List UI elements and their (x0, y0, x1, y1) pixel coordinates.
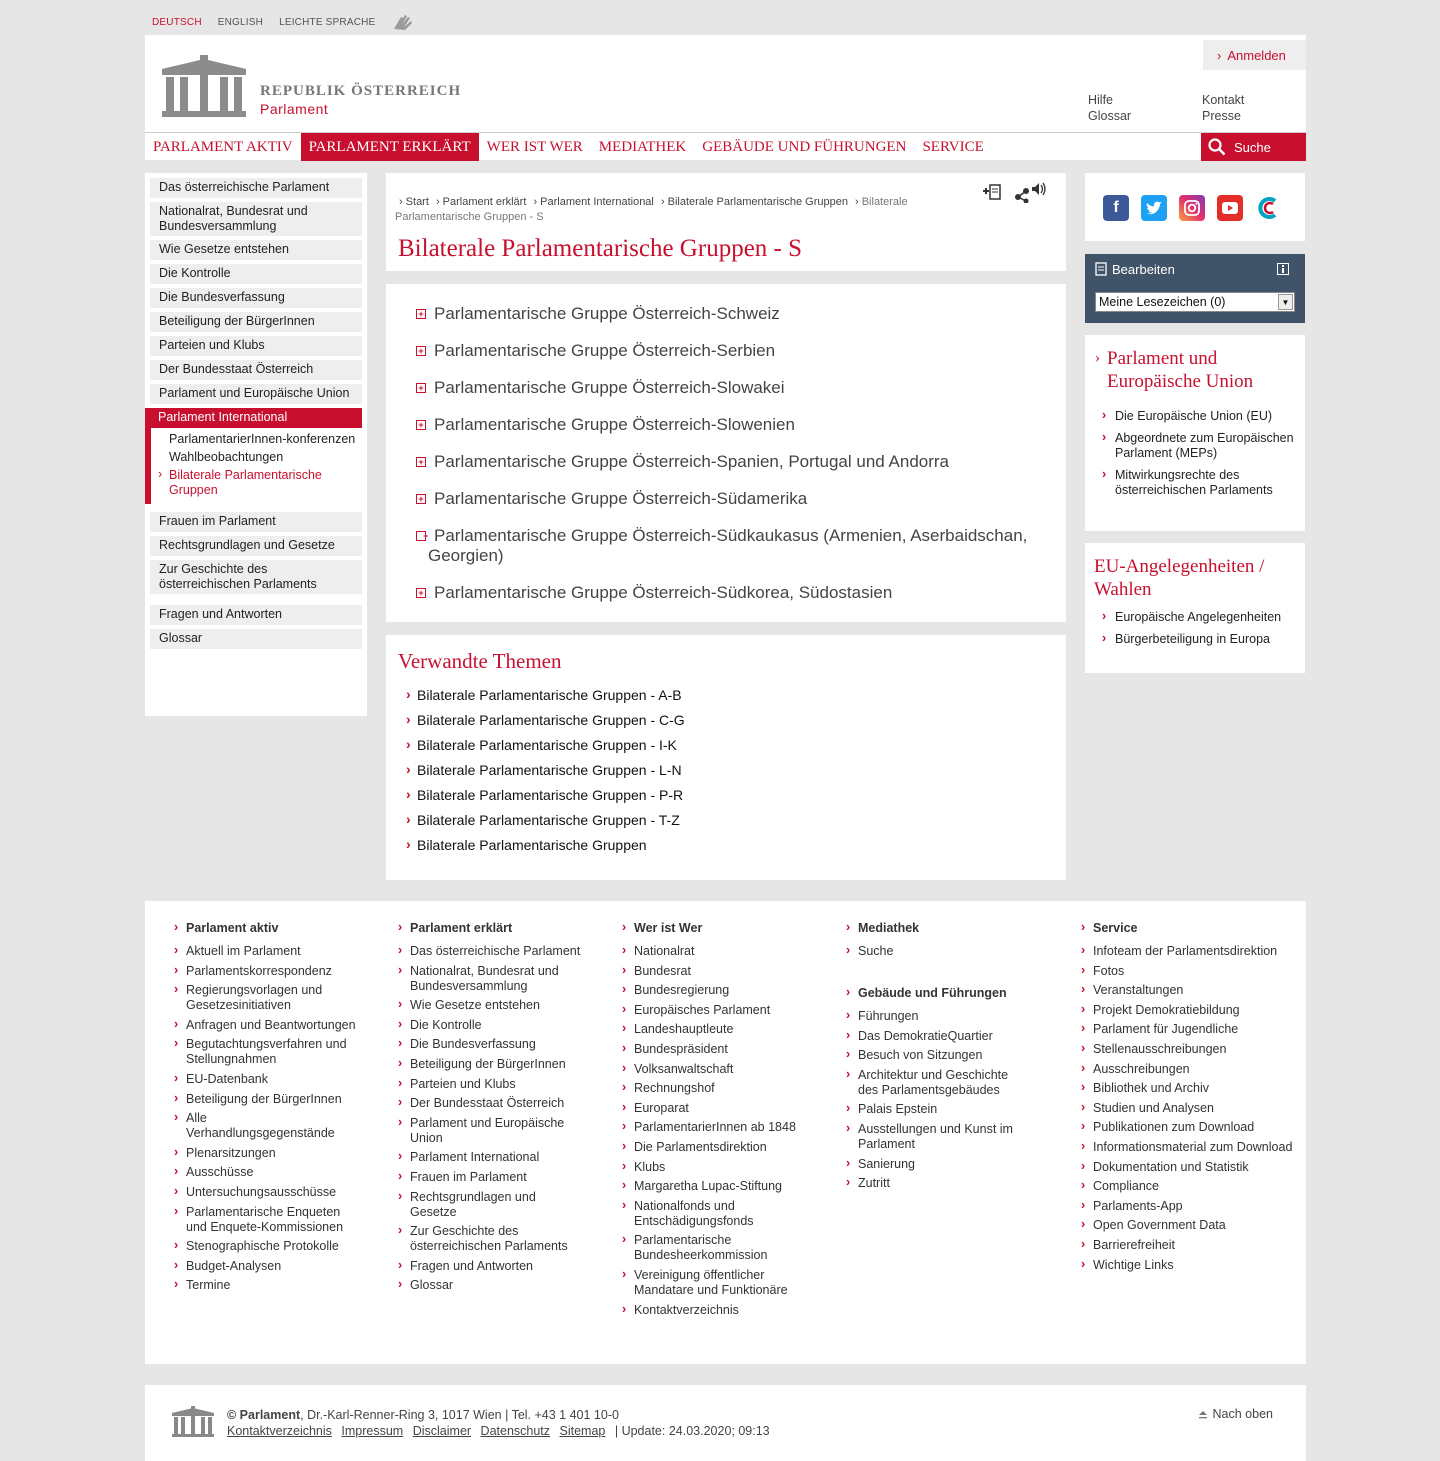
sitemap-link[interactable]: › Fragen und Antworten (398, 1259, 583, 1274)
breadcrumb-item[interactable]: Parlament International (540, 196, 654, 208)
expand-plus-icon[interactable]: + (416, 383, 426, 393)
sitemap-link[interactable]: › Bundesregierung (622, 983, 797, 998)
sitemap-heading[interactable]: › Service (1081, 921, 1301, 936)
info-icon[interactable] (1277, 263, 1289, 275)
page-title: Bilaterale Parlamentarische Gruppen - S (398, 235, 803, 262)
share-audio-icon[interactable] (1014, 181, 1048, 203)
sitemap-link[interactable]: › Der Bundesstaat Österreich (398, 1096, 583, 1111)
sitemap-col-service (1081, 921, 1301, 1277)
related-link[interactable]: › Bilaterale Parlamentarische Gruppen - P-R (406, 785, 685, 805)
sitemap-col-wer-ist-wer (622, 921, 797, 1322)
eu-affairs-link[interactable]: › Bürgerbeteiligung in Europa (1102, 632, 1295, 647)
sidebar-subitem[interactable]: Wahlbeobachtungen (169, 450, 284, 464)
sidebar-item[interactable]: Parlament und Europäische Union (150, 384, 362, 404)
sitemap-link[interactable]: › Die Bundesverfassung (398, 1037, 583, 1052)
sitemap-link[interactable]: › Veranstaltungen (1081, 983, 1301, 998)
sitemap-link[interactable]: › Beteiligung der BürgerInnen (174, 1092, 359, 1107)
eu-link[interactable]: › Abgeordnete zum Europäischen Parlament (MEPs) (1102, 431, 1295, 461)
lang-english[interactable]: ENGLISH (217, 16, 264, 28)
sitemap-link[interactable]: › Klubs (622, 1160, 797, 1175)
bookmark-panel (1085, 254, 1305, 323)
twitter-icon[interactable] (1141, 195, 1167, 221)
parliament-building-icon (160, 55, 248, 118)
sitemap-link[interactable]: › Termine (174, 1278, 359, 1293)
sitemap-link[interactable]: › Bibliothek und Archiv (1081, 1081, 1301, 1096)
sitemap-link[interactable]: › Aktuell im Parlament (174, 944, 359, 959)
sitemap-link[interactable]: › Stenographische Protokolle (174, 1239, 359, 1254)
sitemap-link[interactable]: › Beteiligung der BürgerInnen (398, 1057, 583, 1072)
eu-link[interactable]: › Die Europäische Union (EU) (1102, 409, 1295, 424)
sitemap-link[interactable]: › Parlament für Jugendliche (1081, 1022, 1301, 1037)
nav-wer-ist-wer[interactable]: WER IST WER (486, 139, 583, 155)
expand-plus-icon[interactable]: + (416, 531, 426, 541)
breadcrumb-item[interactable]: Start (405, 196, 429, 208)
lang-deutsch[interactable]: DEUTSCH (152, 16, 202, 28)
eu-affairs-box (1085, 543, 1305, 673)
sidebar-item[interactable]: Wie Gesetze entstehen (150, 240, 362, 260)
footer-link[interactable]: Datenschutz (480, 1424, 551, 1438)
sitemap-link[interactable]: › Begutachtungsverfahren und Stellungnahmen (174, 1037, 359, 1067)
sitemap-link[interactable]: › ParlamentarierInnen ab 1848 (622, 1120, 797, 1135)
list-item[interactable]: + Parlamentarische Gruppe Österreich-Südamerika (414, 489, 1044, 509)
sidebar-item[interactable]: Rechtsgrundlagen und Gesetze (150, 536, 362, 556)
glossary-link[interactable]: Glossar (1088, 109, 1132, 123)
nav-gebaeude[interactable]: GEBÄUDE UND FÜHRUNGEN (702, 139, 907, 155)
sitemap-link[interactable]: › Parlament und Europäische Union (398, 1116, 583, 1146)
sitemap-link[interactable]: › Open Government Data (1081, 1218, 1301, 1233)
eu-box-title[interactable]: › Parlament und Europäische Union (1095, 348, 1254, 392)
breadcrumb: › Start › Parlament erklärt › Parlament International › Bilaterale Parlamentarische Gruppen › Bilaterale Parlamentarische Gruppen - S (395, 196, 908, 223)
sitemap-link[interactable]: › Zutritt (846, 1176, 1026, 1191)
expand-plus-icon[interactable]: + (416, 346, 426, 356)
sitemap-link[interactable]: › Plenarsitzungen (174, 1146, 359, 1161)
eu-affairs-link[interactable]: › Europäische Angelegenheiten (1102, 610, 1295, 625)
related-link[interactable]: › Bilaterale Parlamentarische Gruppen - T-Z (406, 810, 685, 830)
footer-link[interactable]: Kontaktverzeichnis (227, 1424, 332, 1438)
eu-link[interactable]: › Mitwirkungsrechte des österreichischen Parlaments (1102, 468, 1295, 498)
language-bar (152, 12, 415, 32)
list-item[interactable]: + Parlamentarische Gruppe Österreich-Slowenien (414, 415, 1044, 435)
youtube-icon[interactable] (1217, 195, 1243, 221)
related-link[interactable]: › Bilaterale Parlamentarische Gruppen - A-B (406, 685, 685, 705)
sitemap-link[interactable]: › Vereinigung öffentlicher Mandatare und Funktionäre (622, 1268, 797, 1298)
sitemap-link[interactable]: › Parlamentskorrespondenz (174, 964, 359, 979)
sitemap-link[interactable]: › Kontaktverzeichnis (622, 1303, 797, 1318)
footer-link[interactable]: Impressum (341, 1424, 404, 1438)
sitemap-link[interactable]: › Ausschüsse (174, 1165, 359, 1180)
bookmark-select[interactable]: Meine Lesezeichen (0) ▼ (1095, 292, 1295, 312)
back-to-top[interactable]: Nach oben (1197, 1407, 1273, 1421)
sitemap-link[interactable]: › Margaretha Lupac-Stiftung (622, 1179, 797, 1194)
sitemap-heading[interactable]: › Parlament aktiv (174, 921, 359, 936)
nav-mediathek[interactable]: MEDIATHEK (598, 139, 687, 155)
sitemap-link[interactable]: › Das österreichische Parlament (398, 944, 583, 959)
sitemap-link[interactable]: › Bundesrat (622, 964, 797, 979)
bottom-footer (145, 1385, 1306, 1461)
parliament-logo[interactable] (160, 55, 461, 118)
title-box (386, 173, 1066, 271)
sitemap-link[interactable]: › Ausschreibungen (1081, 1062, 1301, 1077)
page-tools (982, 181, 1048, 203)
facebook-icon[interactable]: f (1103, 195, 1129, 221)
document-edit-icon (1095, 262, 1107, 276)
expand-plus-icon[interactable]: + (416, 457, 426, 467)
sitemap-link[interactable]: › Suche (846, 944, 1026, 959)
sidebar-item[interactable]: Fragen und Antworten (150, 605, 362, 625)
sidebar-subnav (145, 428, 367, 504)
sitemap-link[interactable]: › Barrierefreiheit (1081, 1238, 1301, 1253)
related-title: Verwandte Themen (398, 649, 562, 673)
chevron-right-icon: › (1217, 47, 1222, 63)
footer-link[interactable]: Sitemap (559, 1424, 606, 1438)
press-link[interactable]: Presse (1202, 109, 1241, 123)
sitemap-link[interactable]: › Parlamentarische Bundesheerkommission (622, 1233, 797, 1263)
social-box (1085, 173, 1305, 241)
sitemap-link[interactable]: › Parlament International (398, 1150, 583, 1165)
sitemap-link[interactable]: › Studien und Analysen (1081, 1101, 1301, 1116)
sitemap-link[interactable]: › Regierungsvorlagen und Gesetzesinitiativen (174, 983, 359, 1013)
help-link[interactable]: Hilfe (1088, 93, 1114, 107)
sitemap-link[interactable]: › Die Parlamentsdirektion (622, 1140, 797, 1155)
nav-parlament-aktiv[interactable]: PARLAMENT AKTIV (153, 139, 293, 155)
sitemap-link[interactable]: › Alle Verhandlungsgegenstände (174, 1111, 359, 1141)
expand-plus-icon[interactable]: + (416, 420, 426, 430)
sidebar-item[interactable]: Nationalrat, Bundesrat und Bundesversammlung (150, 202, 362, 236)
sitemap-link[interactable]: › Parlamentarische Enqueten und Enquete-Kommissionen (174, 1205, 359, 1235)
sitemap-col-parlament-erklaert (398, 921, 583, 1298)
sidebar-item[interactable]: Glossar (150, 629, 362, 649)
related-link[interactable]: › Bilaterale Parlamentarische Gruppen - I-K (406, 735, 685, 755)
related-topics-box (386, 635, 1066, 880)
list-item[interactable]: + Parlamentarische Gruppe Österreich-Schweiz (414, 304, 1044, 324)
breadcrumb-item[interactable]: Bilaterale Parlamentarische Gruppen (667, 196, 848, 208)
sitemap-link[interactable]: › Sanierung (846, 1157, 1026, 1172)
sitemap-link[interactable]: › Fotos (1081, 964, 1301, 979)
sidebar-item[interactable]: Die Bundesverfassung (150, 288, 362, 308)
contact-link[interactable]: Kontakt (1202, 93, 1245, 107)
sitemap-link[interactable]: › Stellenausschreibungen (1081, 1042, 1301, 1057)
sitemap-link[interactable]: › Rechnungshof (622, 1081, 797, 1096)
related-link[interactable]: › Bilaterale Parlamentarische Gruppen - L-N (406, 760, 685, 780)
arrow-up-icon (1197, 1408, 1209, 1420)
sidebar-item[interactable]: Das österreichische Parlament (150, 178, 362, 198)
sitemap-link[interactable]: › Volksanwaltschaft (622, 1062, 797, 1077)
dropdown-arrow-icon: ▼ (1278, 294, 1293, 310)
sitemap-link[interactable]: › Ausstellungen und Kunst im Parlament (846, 1122, 1026, 1152)
sitemap-link[interactable]: › Nationalrat (622, 944, 797, 959)
lang-easy[interactable]: LEICHTE SPRACHE (279, 16, 376, 28)
footer-address: , Dr.-Karl-Renner-Ring 3, 1017 Wien | Tel. +43 1 401 10-0 (300, 1408, 619, 1422)
sitemap-link[interactable]: › Wichtige Links (1081, 1258, 1301, 1273)
sitemap-link[interactable]: › Das DemokratieQuartier (846, 1029, 1026, 1044)
list-item[interactable]: + Parlamentarische Gruppe Österreich-Serbien (414, 341, 1044, 361)
sitemap-link[interactable]: › Europarat (622, 1101, 797, 1116)
sitemap-col-parlament-aktiv (174, 921, 359, 1298)
logo-subtitle: Parlament (260, 101, 329, 117)
list-item[interactable]: + Parlamentarische Gruppe Österreich-Slowakei (414, 378, 1044, 398)
sitemap-link[interactable]: › Parlaments-App (1081, 1199, 1301, 1214)
login-button[interactable]: › Anmelden (1203, 40, 1306, 70)
sitemap-link[interactable]: › Nationalrat, Bundesrat und Bundesversammlung (398, 964, 583, 994)
sitemap-link[interactable]: › Rechtsgrundlagen und Gesetze (398, 1190, 583, 1220)
sitemap-link[interactable]: › Landeshauptleute (622, 1022, 797, 1037)
sidebar-item-active[interactable]: Parlament International (145, 408, 362, 428)
instagram-icon[interactable] (1179, 195, 1205, 221)
sitemap-link[interactable]: › Publikationen zum Download (1081, 1120, 1301, 1135)
sitemap-link[interactable]: › Zur Geschichte des österreichischen Parlaments (398, 1224, 583, 1254)
sitemap-link[interactable]: › Europäisches Parlament (622, 1003, 797, 1018)
sitemap-link[interactable]: › Infoteam der Parlamentsdirektion (1081, 944, 1301, 959)
sidebar-item[interactable]: Frauen im Parlament (150, 512, 362, 532)
sitemap-col-mediathek (846, 921, 1026, 1196)
sitemap-link[interactable]: › Budget-Analysen (174, 1259, 359, 1274)
add-bookmark-icon[interactable] (982, 183, 1002, 201)
group-list (414, 304, 1044, 620)
groups-box (386, 284, 1066, 622)
sitemap-heading[interactable]: › Wer ist Wer (622, 921, 797, 936)
footer-text (227, 1407, 770, 1439)
expand-plus-icon[interactable]: + (416, 309, 426, 319)
demokratie-webstatt-icon[interactable] (1255, 195, 1281, 221)
list-item[interactable]: + Parlamentarische Gruppe Österreich-Südkaukasus (Armenien, Aserbaidschan, Georgien) (414, 526, 1044, 566)
sign-language-icon[interactable] (391, 12, 415, 32)
eu-affairs-title: EU-Angelegenheiten / Wahlen (1094, 556, 1265, 600)
sidebar-item[interactable]: Parteien und Klubs (150, 336, 362, 356)
sitemap-link[interactable]: › Bundespräsident (622, 1042, 797, 1057)
breadcrumb-current: Bilaterale Parlamentarische Gruppen - S (395, 196, 908, 223)
sitemap-link[interactable]: › Projekt Demokratiebildung (1081, 1003, 1301, 1018)
expand-plus-icon[interactable]: + (416, 588, 426, 598)
list-item[interactable]: + Parlamentarische Gruppe Österreich-Spanien, Portugal und Andorra (414, 452, 1044, 472)
sitemap-heading[interactable]: › Gebäude und Führungen (846, 986, 1026, 1001)
sitemap-link[interactable]: › Anfragen und Beantwortungen (174, 1018, 359, 1033)
logo-title: REPUBLIK ÖSTERREICH (260, 83, 462, 99)
eu-box (1085, 335, 1305, 531)
sitemap-link[interactable]: › Architektur und Geschichte des Parlamentsgebäudes (846, 1068, 1026, 1098)
chevron-right-icon: › (1095, 350, 1100, 366)
sitemap-link[interactable]: › Dokumentation und Statistik (1081, 1160, 1301, 1175)
sitemap-link[interactable]: › Besuch von Sitzungen (846, 1048, 1026, 1063)
sidebar-item[interactable]: Die Kontrolle (150, 264, 362, 284)
sitemap-link[interactable]: › Die Kontrolle (398, 1018, 583, 1033)
sitemap-link[interactable]: › EU-Datenbank (174, 1072, 359, 1087)
sidebar-item[interactable]: Zur Geschichte des österreichischen Parlaments (150, 560, 362, 594)
edit-label[interactable]: Bearbeiten (1112, 262, 1175, 277)
sitemap-link[interactable]: › Glossar (398, 1278, 583, 1293)
sitemap-link[interactable]: › Wie Gesetze entstehen (398, 998, 583, 1013)
list-item[interactable]: + Parlamentarische Gruppe Österreich-Südkorea, Südostasien (414, 583, 1044, 603)
nav-service[interactable]: SERVICE (922, 139, 984, 155)
sitemap-link[interactable]: › Untersuchungsausschüsse (174, 1185, 359, 1200)
sitemap-link[interactable]: › Nationalfonds und Entschädigungsfonds (622, 1199, 797, 1229)
search-button[interactable]: Suche (1201, 133, 1306, 161)
footer-copyright: © Parlament (227, 1408, 301, 1422)
related-list (406, 685, 685, 860)
nav-parlament-erklaert[interactable]: PARLAMENT ERKLÄRT (301, 133, 479, 161)
sidebar-item[interactable]: Beteiligung der BürgerInnen (150, 312, 362, 332)
sitemap-link[interactable]: › Compliance (1081, 1179, 1301, 1194)
sitemap-link[interactable]: › Führungen (846, 1009, 1026, 1024)
related-link[interactable]: › Bilaterale Parlamentarische Gruppen (406, 835, 685, 855)
sitemap-link[interactable]: › Frauen im Parlament (398, 1170, 583, 1185)
sitemap-link[interactable]: › Parteien und Klubs (398, 1077, 583, 1092)
site-header (145, 35, 1306, 132)
sidebar-subitem[interactable]: ParlamentarierInnen-konferenzen (169, 432, 356, 446)
footer-sitemap (145, 901, 1306, 1364)
main-nav (145, 132, 1306, 160)
left-sidebar (145, 173, 367, 716)
sitemap-heading[interactable]: › Parlament erklärt (398, 921, 583, 936)
sidebar-item[interactable]: Der Bundesstaat Österreich (150, 360, 362, 380)
expand-plus-icon[interactable]: + (416, 494, 426, 504)
sitemap-heading[interactable]: › Mediathek (846, 921, 1026, 936)
sitemap-link[interactable]: › Informationsmaterial zum Download (1081, 1140, 1301, 1155)
parliament-logo-small-icon (171, 1406, 215, 1438)
breadcrumb-item[interactable]: Parlament erklärt (442, 196, 527, 208)
sitemap-link[interactable]: › Palais Epstein (846, 1102, 1026, 1117)
related-link[interactable]: › Bilaterale Parlamentarische Gruppen - C-G (406, 710, 685, 730)
search-icon (1208, 138, 1226, 156)
footer-link[interactable]: Disclaimer (412, 1424, 472, 1438)
footer-update: | Update: 24.03.2020; 09:13 (614, 1424, 770, 1438)
sidebar-subitem-current[interactable]: › Bilaterale Parlamentarische Gruppen (169, 468, 357, 498)
